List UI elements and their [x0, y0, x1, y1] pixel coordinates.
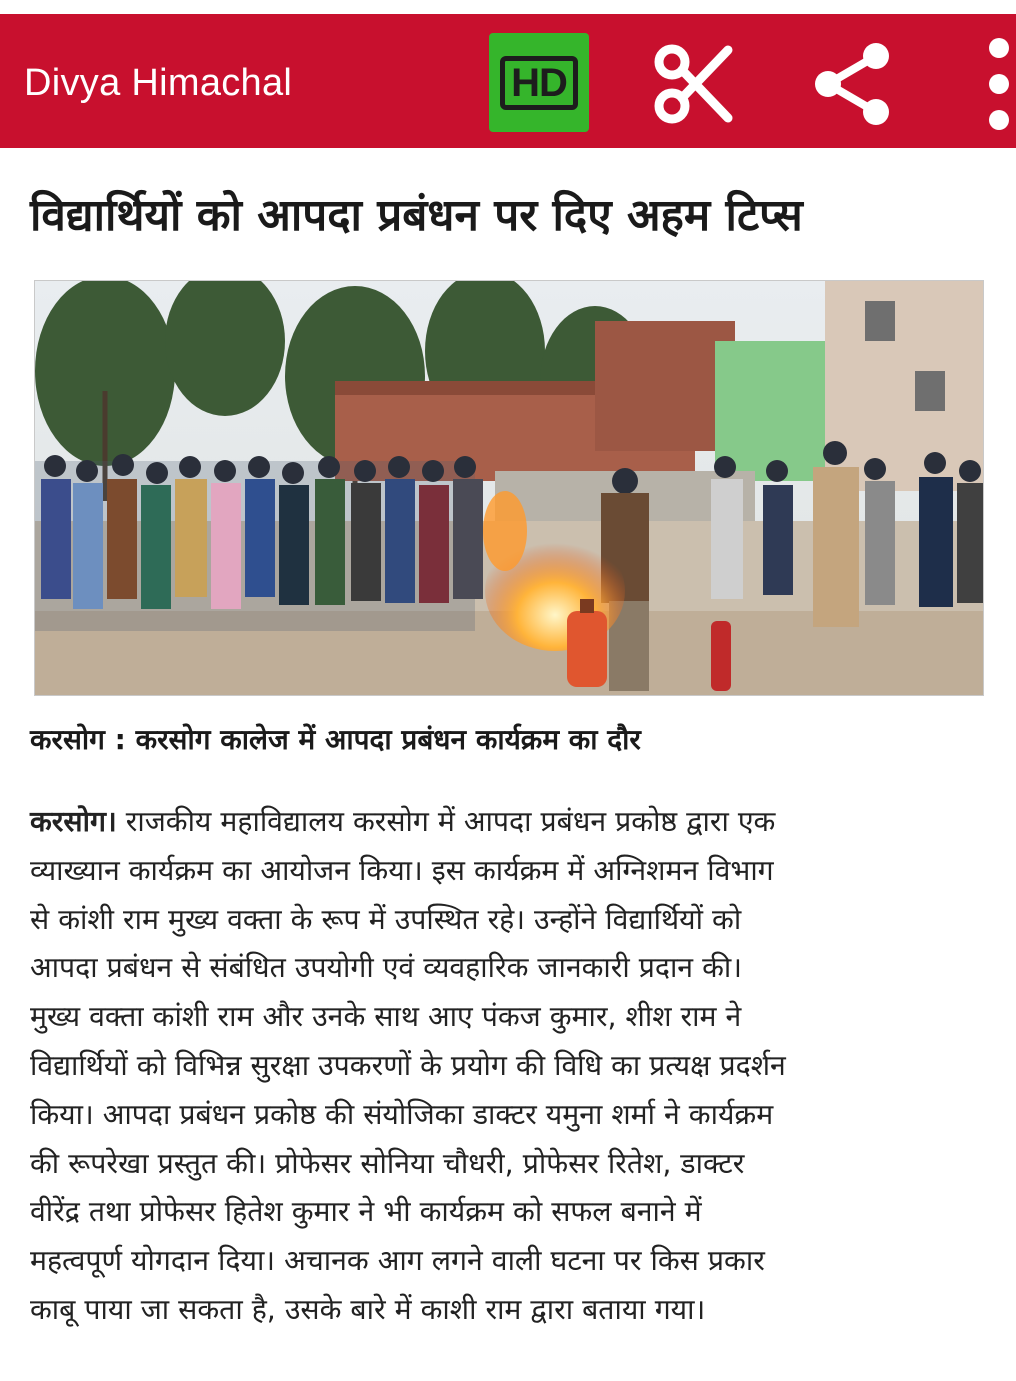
article-headline: विद्यार्थियों को आपदा प्रबंधन पर दिए अहम टिप्स: [30, 190, 803, 241]
article-line: की रूपरेखा प्रस्तुत की। प्रोफेसर सोनिया चौधरी, प्रोफेसर रितेश, डाक्टर: [30, 1146, 745, 1180]
article-line: वीरेंद्र तथा प्रोफेसर हितेश कुमार ने भी कार्यक्रम को सफल बनाने में: [30, 1195, 702, 1229]
article-line: महत्वपूर्ण योगदान दिया। अचानक आग लगने वाली घटना पर किस प्रकार: [30, 1244, 765, 1278]
article-line: आपदा प्रबंधन से संबंधित उपयोगी एवं व्यवहारिक जानकारी प्रदान की।: [30, 951, 743, 985]
hd-button[interactable]: [489, 33, 589, 132]
hd-icon: HD: [500, 56, 578, 110]
share-icon: [806, 36, 902, 132]
dateline: करसोग।: [30, 805, 117, 838]
article-line: विद्यार्थियों को विभिन्न सुरक्षा उपकरणों के प्रयोग की विधि का प्रत्यक्ष प्रदर्शन: [30, 1048, 786, 1082]
more-options-button[interactable]: [965, 36, 1016, 132]
scissors-icon: [644, 36, 740, 132]
article-line: मुख्य वक्ता कांशी राम और उनके साथ आए पंकज कुमार, शीश राम ने: [30, 1000, 742, 1034]
article-body: [30, 798, 980, 1335]
article-line-text: राजकीय महाविद्यालय करसोग में आपदा प्रबंधन प्रकोष्ठ द्वारा एक: [116, 805, 776, 838]
status-strip: [0, 0, 1016, 14]
share-button[interactable]: [806, 36, 902, 132]
article-line: से कांशी राम मुख्य वक्ता के रूप में उपस्थित रहे। उन्होंने विद्यार्थियों को: [30, 902, 742, 936]
clip-button[interactable]: [644, 36, 740, 132]
app-title: Divya Himachal: [24, 62, 293, 104]
photo-caption: करसोग : करसोग कालेज में आपदा प्रबंधन कार्यक्रम का दौर: [30, 723, 641, 756]
article-line: किया। आपदा प्रबंधन प्रकोष्ठ की संयोजिका डाक्टर यमुना शर्मा ने कार्यक्रम: [30, 1097, 774, 1131]
article-photo[interactable]: [34, 280, 984, 696]
more-vert-icon: [965, 36, 1016, 132]
article-line: काबू पाया जा सकता है, उसके बारे में काशी राम द्वारा बताया गया।: [30, 1292, 706, 1326]
article-line: [30, 798, 980, 847]
article-line: व्याख्यान कार्यक्रम का आयोजन किया। इस कार्यक्रम में अग्निशमन विभाग: [30, 853, 774, 887]
app-bar: [0, 14, 1016, 148]
photo-image: [35, 281, 983, 695]
